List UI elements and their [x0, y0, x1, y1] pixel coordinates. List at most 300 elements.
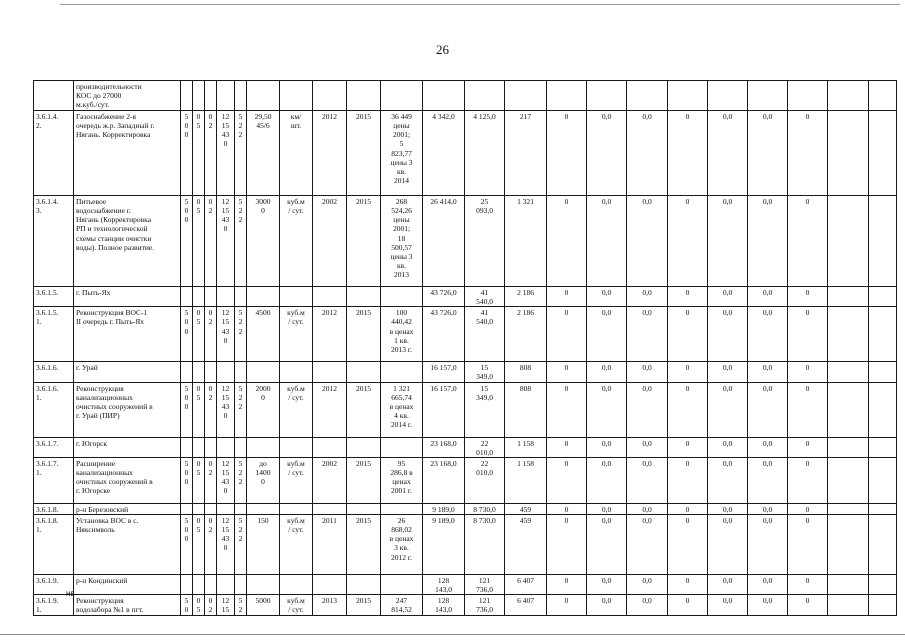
table-cell: [280, 81, 313, 111]
table-cell: [247, 81, 280, 111]
table-cell: 0 5: [193, 514, 205, 574]
table-cell: 0: [668, 111, 708, 196]
table-cell: 0: [788, 196, 828, 287]
table-cell: 0: [547, 307, 587, 362]
table-cell: [347, 437, 381, 457]
table-row: [34, 514, 897, 574]
table-cell: 0: [668, 287, 708, 307]
table-row: [34, 307, 897, 362]
table-cell: 0,0: [587, 362, 627, 382]
table-cell: 0 5: [193, 382, 205, 437]
table-cell: 3.6.1.7. 1.: [34, 457, 74, 503]
table-cell: куб.м / сут.: [280, 382, 313, 437]
table-cell: 0,0: [748, 382, 788, 437]
table-cell: [869, 503, 897, 514]
table-cell: 0,0: [708, 437, 748, 457]
table-cell: 0,0: [627, 382, 668, 437]
table-cell: 0: [788, 595, 828, 615]
table-cell: до 1400 0: [247, 457, 280, 503]
table-cell: 0,0: [748, 574, 788, 594]
table-cell: 3000 0: [247, 196, 280, 287]
table-cell: [347, 287, 381, 307]
table-cell: 43 726,0: [423, 307, 465, 362]
table-cell: 5 0 0: [181, 514, 193, 574]
table-cell: [217, 81, 235, 111]
table-cell: [205, 574, 217, 594]
table-cell: 12 15 43 0: [217, 307, 235, 362]
table-cell: г. Пыть-Ях: [74, 287, 181, 307]
table-cell: [313, 503, 347, 514]
table-cell: 25 093,0: [465, 196, 505, 287]
table-cell: [181, 503, 193, 514]
table-cell: Расширение канализационных очистных сооружений в г. Югорске: [74, 457, 181, 503]
table-cell: [193, 437, 205, 457]
table-cell: [235, 81, 247, 111]
table-cell: 0,0: [627, 595, 668, 615]
table-cell: 0,0: [627, 196, 668, 287]
table-cell: [828, 362, 869, 382]
table-cell: 8 730,0: [465, 503, 505, 514]
table-cell: 0: [668, 514, 708, 574]
table-cell: [235, 503, 247, 514]
table-row: [34, 503, 897, 514]
table-cell: [217, 574, 235, 594]
table-row: [34, 574, 897, 594]
table-cell: 3.6.1.6. 1.: [34, 382, 74, 437]
table-cell: 0,0: [587, 514, 627, 574]
table-cell: 0,0: [587, 457, 627, 503]
table-cell: 0: [788, 503, 828, 514]
table-cell: 2015: [347, 196, 381, 287]
table-cell: [313, 574, 347, 594]
table-cell: 0,0: [748, 437, 788, 457]
table-cell: 0: [668, 307, 708, 362]
table-cell: 4500: [247, 307, 280, 362]
table-cell: 100 440,42 в ценах 1 кв. 2013 г.: [381, 307, 423, 362]
table-cell: 0,0: [627, 514, 668, 574]
table-cell: 0,0: [627, 503, 668, 514]
table-cell: 0: [668, 503, 708, 514]
table-row: [34, 287, 897, 307]
table-cell: [828, 287, 869, 307]
table-row: [34, 437, 897, 457]
table-cell: [313, 437, 347, 457]
table-cell: [381, 574, 423, 594]
table-cell: 0,0: [708, 503, 748, 514]
table-cell: Реконструкция водозабора №1 в пгт.: [74, 595, 181, 615]
table-cell: [313, 287, 347, 307]
table-cell: [280, 362, 313, 382]
table-cell: 0,0: [708, 287, 748, 307]
table-cell: 0,0: [627, 287, 668, 307]
table-cell: 0: [668, 457, 708, 503]
table-cell: 5 0: [181, 595, 193, 615]
table-cell: 0,0: [627, 362, 668, 382]
table-row: [34, 362, 897, 382]
table-cell: 3.6.1.9.: [34, 574, 74, 594]
table-cell: Реконструкция ВОС-1 II очередь г. Пыть-Ях: [74, 307, 181, 362]
table-cell: 0: [788, 437, 828, 457]
table-cell: 1 158: [505, 457, 547, 503]
table-cell: [869, 81, 897, 111]
table-cell: [235, 287, 247, 307]
footer-mark: нв: [66, 589, 75, 598]
table-cell: 3.6.1.6.: [34, 362, 74, 382]
table-cell: 5 0 0: [181, 457, 193, 503]
table-cell: 2015: [347, 595, 381, 615]
table-cell: 3.6.1.8. 1.: [34, 514, 74, 574]
table-cell: 2015: [347, 307, 381, 362]
table-cell: куб.м / сут.: [280, 307, 313, 362]
table-cell: [181, 437, 193, 457]
table-cell: 3.6.1.5.: [34, 287, 74, 307]
table-cell: [381, 362, 423, 382]
table-cell: 0,0: [708, 382, 748, 437]
table-cell: [347, 574, 381, 594]
table-cell: 2012: [313, 307, 347, 362]
table-cell: 0,0: [587, 574, 627, 594]
table-cell: 29,50 45/6: [247, 111, 280, 196]
table-cell: 2011: [313, 514, 347, 574]
table-cell: 1 321: [505, 196, 547, 287]
table-cell: 5 2 2: [235, 457, 247, 503]
table-row: [34, 81, 897, 111]
bottom-scan-edge: [0, 634, 905, 635]
table-cell: 0,0: [748, 514, 788, 574]
table-cell: 0,0: [708, 514, 748, 574]
table-cell: 0: [547, 362, 587, 382]
table-cell: г. Урай: [74, 362, 181, 382]
table-cell: 0,0: [748, 287, 788, 307]
table-cell: [193, 574, 205, 594]
table-cell: [465, 81, 505, 111]
table-cell: [205, 287, 217, 307]
table-cell: [869, 287, 897, 307]
table-cell: 12 15: [217, 595, 235, 615]
table-cell: [869, 514, 897, 574]
table-row: [34, 382, 897, 437]
table-cell: [423, 81, 465, 111]
table-cell: 3.6.1.8.: [34, 503, 74, 514]
budget-table: [33, 80, 897, 616]
table-cell: 0,0: [587, 503, 627, 514]
table-cell: [181, 287, 193, 307]
table-cell: [869, 437, 897, 457]
table-cell: 0 5: [193, 111, 205, 196]
table-cell: 0,0: [627, 437, 668, 457]
table-cell: 6 407: [505, 574, 547, 594]
table-cell: 0 5: [193, 196, 205, 287]
table-cell: 0 2: [205, 111, 217, 196]
table-cell: 0 2: [205, 307, 217, 362]
table-cell: 95 286,8 в ценах 2001 г.: [381, 457, 423, 503]
table-cell: 5 2 2: [235, 514, 247, 574]
table-cell: 26 868,02 в ценах 3 кв. 2012 г.: [381, 514, 423, 574]
table-cell: [313, 362, 347, 382]
table-cell: 12 15 43 0: [217, 111, 235, 196]
table-cell: [217, 503, 235, 514]
table-cell: 0 2: [205, 196, 217, 287]
table-cell: куб.м / сут.: [280, 595, 313, 615]
table-cell: куб.м / сут.: [280, 457, 313, 503]
table-cell: [828, 595, 869, 615]
table-cell: 0,0: [748, 307, 788, 362]
table-cell: 23 168,0: [423, 437, 465, 457]
table-cell: 5 2 2: [235, 111, 247, 196]
table-cell: 0: [668, 196, 708, 287]
table-cell: [247, 362, 280, 382]
table-cell: 5 2: [235, 595, 247, 615]
table-cell: 9 189,0: [423, 503, 465, 514]
table-cell: [668, 81, 708, 111]
table-cell: [828, 382, 869, 437]
table-cell: 0,0: [587, 437, 627, 457]
table-cell: 0,0: [587, 287, 627, 307]
table-cell: [869, 382, 897, 437]
table-cell: 2015: [347, 457, 381, 503]
table-cell: 0,0: [708, 362, 748, 382]
table-cell: 0: [547, 514, 587, 574]
table-cell: р-н Березовский: [74, 503, 181, 514]
table-cell: Установка ВОС в с. Няксимволь: [74, 514, 181, 574]
table-cell: 0 2: [205, 457, 217, 503]
table-cell: 3.6.1.9. 1.: [34, 595, 74, 615]
table-cell: 15 349,0: [465, 362, 505, 382]
table-cell: 3.6.1.4. 3.: [34, 196, 74, 287]
table-cell: [587, 81, 627, 111]
table-cell: [205, 503, 217, 514]
table-cell: [381, 437, 423, 457]
table-cell: куб.м / сут.: [280, 514, 313, 574]
table-cell: [828, 111, 869, 196]
table-cell: 268 524,26 цены 2001; 18 500,57 цены 3 кв. 2013: [381, 196, 423, 287]
table-cell: 0,0: [748, 196, 788, 287]
table-cell: 12 15 43 0: [217, 457, 235, 503]
table-cell: 0,0: [708, 307, 748, 362]
table-cell: [869, 196, 897, 287]
table-cell: км/ шт.: [280, 111, 313, 196]
table-cell: [869, 307, 897, 362]
table-cell: куб.м / сут.: [280, 196, 313, 287]
table-cell: [247, 287, 280, 307]
table-cell: 0: [788, 287, 828, 307]
table-cell: 0: [547, 287, 587, 307]
table-cell: 0: [547, 574, 587, 594]
table-cell: [247, 574, 280, 594]
table-cell: [313, 81, 347, 111]
table-cell: 0,0: [748, 595, 788, 615]
table-cell: 5 0 0: [181, 307, 193, 362]
table-cell: 5 2 2: [235, 382, 247, 437]
table-cell: 0: [547, 196, 587, 287]
table-cell: 12 15 43 0: [217, 514, 235, 574]
table-cell: 0 5: [193, 595, 205, 615]
table-cell: 0,0: [708, 574, 748, 594]
table-cell: [627, 81, 668, 111]
table-cell: 2002: [313, 196, 347, 287]
table-cell: 0,0: [748, 111, 788, 196]
table-cell: 459: [505, 503, 547, 514]
table-cell: 26 414,0: [423, 196, 465, 287]
table-cell: 0: [788, 307, 828, 362]
table-cell: р-н Кондинский: [74, 574, 181, 594]
table-cell: 41 540,0: [465, 307, 505, 362]
table-cell: [828, 457, 869, 503]
table-cell: 5 0 0: [181, 111, 193, 196]
table-cell: 4 342,0: [423, 111, 465, 196]
table-cell: [280, 574, 313, 594]
table-cell: производительности КОС до 27000 м.куб./сут.: [74, 81, 181, 111]
table-cell: 5 2 2: [235, 307, 247, 362]
table-cell: 0: [788, 111, 828, 196]
table-cell: [217, 362, 235, 382]
table-cell: [505, 81, 547, 111]
table-cell: 0,0: [748, 503, 788, 514]
table-cell: [181, 574, 193, 594]
table-cell: 121 736,0: [465, 574, 505, 594]
table-cell: [235, 437, 247, 457]
table-cell: 0,0: [708, 196, 748, 287]
table-cell: [347, 81, 381, 111]
table-cell: 0,0: [587, 307, 627, 362]
table-cell: [788, 81, 828, 111]
table-cell: [193, 287, 205, 307]
table-cell: 2013: [313, 595, 347, 615]
table-cell: [217, 287, 235, 307]
table-cell: [708, 81, 748, 111]
table-cell: 0 2: [205, 514, 217, 574]
table-cell: [235, 362, 247, 382]
table-cell: 5 0 0: [181, 196, 193, 287]
table-cell: [193, 81, 205, 111]
table-cell: 36 449 цены 2001; 5 823,77 цены 3 кв. 2014: [381, 111, 423, 196]
table-cell: [235, 574, 247, 594]
table-cell: 0: [547, 382, 587, 437]
table-cell: 0,0: [587, 595, 627, 615]
table-cell: 0: [788, 382, 828, 437]
table-cell: [205, 81, 217, 111]
table-cell: 0 2: [205, 382, 217, 437]
table-cell: Питьевое водоснабжение г. Нягань (Корректировка РП и технологической схемы станции очистки воды). Полное развитие.: [74, 196, 181, 287]
table-cell: 121 736,0: [465, 595, 505, 615]
table-cell: [828, 514, 869, 574]
table-cell: 128 143,0: [423, 595, 465, 615]
table-cell: 3.6.1.7.: [34, 437, 74, 457]
table-cell: 2000 0: [247, 382, 280, 437]
table-cell: [181, 362, 193, 382]
table-cell: 3.6.1.4. 2.: [34, 111, 74, 196]
table-cell: 128 143,0: [423, 574, 465, 594]
table-cell: 0,0: [748, 457, 788, 503]
table-cell: [828, 81, 869, 111]
table-cell: 2015: [347, 382, 381, 437]
table-cell: г. Югорск: [74, 437, 181, 457]
table-cell: 2012: [313, 382, 347, 437]
table-cell: 41 540,0: [465, 287, 505, 307]
table-cell: [869, 595, 897, 615]
table-cell: [247, 503, 280, 514]
table-cell: [381, 81, 423, 111]
table-cell: [205, 437, 217, 457]
table-row: [34, 196, 897, 287]
table-cell: [193, 503, 205, 514]
table-cell: 0,0: [708, 111, 748, 196]
table-cell: [869, 111, 897, 196]
table-cell: 5000: [247, 595, 280, 615]
table-cell: Газоснабжение 2-я очередь ж.р. Западный г. Нягань. Корректировка: [74, 111, 181, 196]
table-cell: 0: [547, 595, 587, 615]
table-cell: 0,0: [587, 382, 627, 437]
table-cell: [547, 81, 587, 111]
table-row: [34, 595, 897, 615]
table-cell: 22 010,0: [465, 457, 505, 503]
table-cell: 16 157,0: [423, 362, 465, 382]
table-cell: 0,0: [708, 457, 748, 503]
table-cell: 0: [547, 111, 587, 196]
table-cell: [381, 503, 423, 514]
table-cell: 0,0: [627, 574, 668, 594]
table-cell: 808: [505, 362, 547, 382]
table-cell: 0,0: [627, 307, 668, 362]
table-cell: 2 186: [505, 287, 547, 307]
table-cell: [381, 287, 423, 307]
table-cell: 0 5: [193, 457, 205, 503]
table-cell: 4 125,0: [465, 111, 505, 196]
table-cell: 43 726,0: [423, 287, 465, 307]
table-cell: 0: [547, 437, 587, 457]
table-cell: 12 15 43 0: [217, 196, 235, 287]
table-cell: 2 186: [505, 307, 547, 362]
table-cell: 0 2: [205, 595, 217, 615]
table-cell: 0: [668, 595, 708, 615]
table-cell: 23 168,0: [423, 457, 465, 503]
table-cell: 8 730,0: [465, 514, 505, 574]
table-cell: [828, 503, 869, 514]
top-scan-edge: [60, 4, 900, 5]
table-cell: 0,0: [587, 196, 627, 287]
table-cell: [869, 457, 897, 503]
table-cell: 247 814,52: [381, 595, 423, 615]
table-cell: 0: [668, 574, 708, 594]
table-cell: [828, 437, 869, 457]
table-cell: [828, 196, 869, 287]
table-cell: 0: [668, 437, 708, 457]
table-cell: 6 407: [505, 595, 547, 615]
table-cell: 0,0: [748, 362, 788, 382]
table-cell: [347, 503, 381, 514]
table-row: [34, 111, 897, 196]
table-cell: 12 15 43 0: [217, 382, 235, 437]
table-cell: 3.6.1.5. 1.: [34, 307, 74, 362]
table-cell: 0: [547, 457, 587, 503]
table-cell: 5 0 0: [181, 382, 193, 437]
table-cell: 9 189,0: [423, 514, 465, 574]
table-cell: 459: [505, 514, 547, 574]
table-cell: [869, 574, 897, 594]
table-cell: 0,0: [627, 457, 668, 503]
table-cell: 1 158: [505, 437, 547, 457]
table-cell: 217: [505, 111, 547, 196]
table-cell: 0,0: [587, 111, 627, 196]
table-cell: 0,0: [627, 111, 668, 196]
table-cell: [869, 362, 897, 382]
table-cell: [828, 307, 869, 362]
table-cell: 808: [505, 382, 547, 437]
table-row: [34, 457, 897, 503]
table-cell: 2015: [347, 514, 381, 574]
table-cell: 0: [788, 362, 828, 382]
table-cell: 2012: [313, 111, 347, 196]
